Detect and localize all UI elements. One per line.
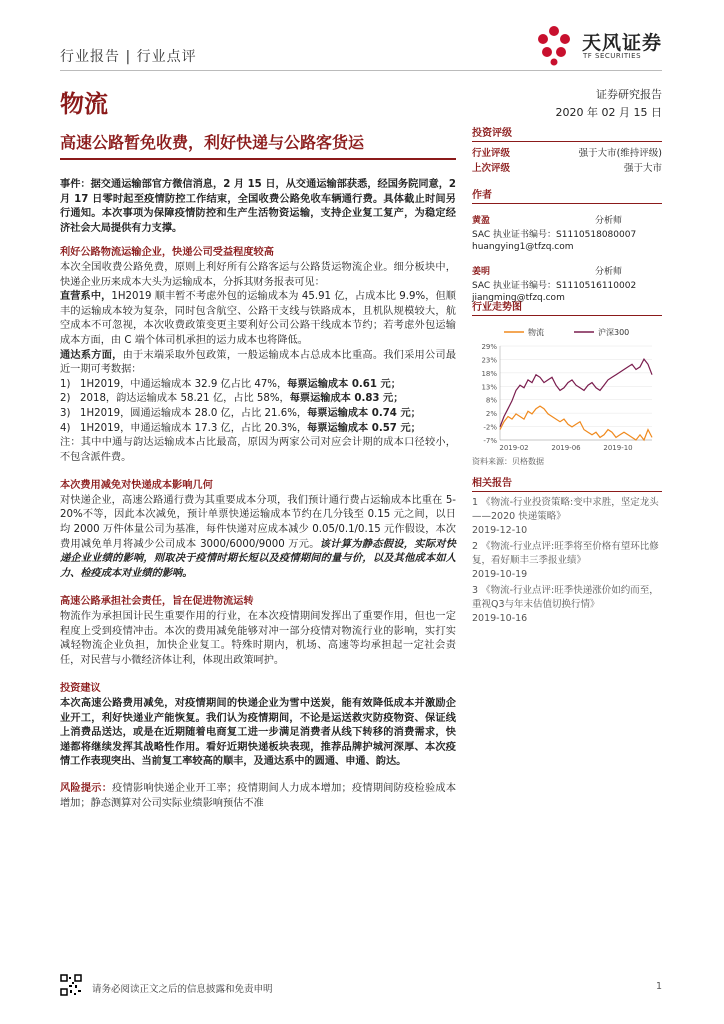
y-tick-label: -2% <box>483 423 497 432</box>
author-email[interactable]: jiangming@tfzq.com <box>472 293 565 303</box>
chart-source: 资料来源：贝格数据 <box>472 457 544 466</box>
y-tick-label: 18% <box>481 369 497 378</box>
author-block: 黄盈 分析师 SAC 执业证书编号：S1110518080007 huangying1@tfzq.com <box>472 214 662 253</box>
rating-section <box>472 124 662 176</box>
disclaimer-text: 请务必阅读正文之后的信息披露和免责申明 <box>92 984 273 995</box>
headline-divider <box>60 158 456 160</box>
series-line <box>500 406 652 440</box>
x-tick-label: 2019-10 <box>603 444 633 452</box>
y-tick-label: 29% <box>481 343 497 351</box>
investment-paragraph: 本次高速公路费用减免，对疫情期间的快递企业为雪中送炭，能有效降低成本并激励企业开工，利好快递业产能恢复。我们认为疫情期间，不论是运送救灾防疫物资、保证线上消费品送达，或是在近期随着电商复工进一步满足消费者从线下转移的消费需求，快递都将继续发挥其战略性作用。看好近期快递板块表现，推荐品牌护城河深厚、本次疫情工作表现突出、当前复工率较高的顺丰，及通达系中的圆通、申通、韵达。 <box>60 698 456 768</box>
company-name-en: TF SECURITIES <box>583 52 642 60</box>
report-date: 2020 年 02 月 15 日 <box>555 106 662 119</box>
trend-heading: 行业走势图 <box>472 298 662 316</box>
x-tick-label: 2019-06 <box>551 444 581 452</box>
page-number: 1 <box>655 981 662 992</box>
x-tick-label: 2019-02 <box>499 444 529 452</box>
qr-code-icon <box>60 974 82 996</box>
y-tick-label: -7% <box>483 437 497 445</box>
related-report-date: 2019-12-10 <box>472 525 528 536</box>
body-paragraph: 对快递企业，高速公路通行费为其重要成本分项，我们预计通行费占运输成本比重在 5-20%不等，因此本次减免，预计单票快递运输成本节约在几分钱至 0.15 元之间，以日均 2000 万件体量公司为基准，每件快递对应成本减少 0.05/0.1/0.15 元作假设，本次费用减免单月将减少公司成本 3000/6000/9000 万元。该计算为静态假设，实际对快递企业业绩的影响，则取决于疫情时期长短以及疫情期间的量与价，以及其他成本如人力、检疫成本对业绩的影响。 <box>60 494 456 579</box>
related-heading: 相关报告 <box>472 474 662 492</box>
list-item: 3) 1H2019，圆通运输成本 28.0 亿，占比 21.6%， 每票运输成本 0.74 元； <box>60 407 421 419</box>
related-report-link[interactable]: 2 《物流-行业点评:旺季将至价格有望环比修复，看好顺丰三季报业绩》 <box>472 541 659 566</box>
rating-row: 上次评级 强于大市 <box>472 163 662 174</box>
y-tick-label: 2% <box>485 410 497 419</box>
list-item: 2) 2018，韵达运输成本 58.21 亿，占比 58%， 每票运输成本 0.83 元； <box>60 393 404 405</box>
main-body <box>60 178 456 819</box>
report-type: 证券研究报告 <box>596 88 662 101</box>
y-tick-label: 8% <box>485 396 497 405</box>
legend-label: 沪深300 <box>598 328 630 337</box>
legend-label: 物流 <box>528 328 544 337</box>
company-logo-icon <box>534 22 574 66</box>
author-block: 姜明 分析师 SAC 执业证书编号：S1110516110002 jiangming@tfzq.com <box>472 265 662 304</box>
trend-chart <box>472 320 662 452</box>
report-headline: 高速公路暂免收费，利好快递与公路客货运 <box>60 133 365 152</box>
author-email[interactable]: huangying1@tfzq.com <box>472 242 574 252</box>
series-line <box>500 359 652 427</box>
related-report-date: 2019-10-19 <box>472 569 528 580</box>
rating-row: 行业评级 强于大市(维持评级) <box>472 148 662 159</box>
event-paragraph: 事件：据交通运输部官方微信消息，2 月 15 日，从交通运输部获悉，经国务院同意，2 月 17 日零时起至疫情防控工作结束，全国收费公路免收车辆通行费。具体截止时间另行通知。本次事项为保障疫情防控和生产生活物资运输，支持企业复工复产，为稳定经济社会大局提供有力支撑。 <box>60 179 457 234</box>
header-divider <box>60 70 662 71</box>
note-paragraph: 注：其中中通与韵达运输成本占比最高，原因为两家公司对应会计期的成本口径较小，不包含派件费。 <box>60 437 456 463</box>
risk-paragraph: 风险提示：疫情影响快递企业开工率；疫情期间人力成本增加；疫情期间防疫检验成本增加；静态测算对公司实际业绩影响预估不准 <box>60 782 457 809</box>
section-heading: 高速公路承担社会责任，旨在促进物流运转 <box>60 596 254 608</box>
related-report-date: 2019-10-16 <box>472 613 528 624</box>
related-section <box>472 474 662 626</box>
trend-section <box>472 298 662 467</box>
body-paragraph: 本次全国收费公路免费，原则上利好所有公路客运与公路货运物流企业。细分板块中，快递企业历来成本大头为运输成本，分拆其财务报表可见： <box>60 261 456 288</box>
related-report-link[interactable]: 3 《物流-行业点评:旺季快递涨价如约而至，重视Q3与年末估值切换行情》 <box>472 585 659 610</box>
section-heading: 利好公路物流运输企业，快递公司受益程度较高 <box>60 247 274 259</box>
authors-heading: 作者 <box>472 186 662 204</box>
y-tick-label: 13% <box>481 383 497 392</box>
body-paragraph: 物流作为承担国计民生重要作用的行业，在本次疫情期间发挥出了重要作用，但也一定程度上受到疫情冲击。本次的费用减免能够对冲一部分疫情对物流行业的影响，实打实减轻物流企业负担，加快企业复工。特殊时期内，机场、高速等均承担起一定社会责任，对民营与小微经济体让利，体现出政策呵护。 <box>60 611 456 666</box>
industry-title: 物流 <box>60 90 108 118</box>
section-heading: 本次费用减免对快递成本影响几何 <box>60 480 213 492</box>
related-report-link[interactable]: 1 《物流-行业投资策略:变中求胜，坚定龙头——2020 快递策略》 <box>472 497 659 522</box>
company-name: 天风证券 <box>582 32 663 54</box>
report-category: 行业报告 | 行业点评 <box>60 49 197 65</box>
list-item: 1) 1H2019，中通运输成本 32.9 亿占比 47%， 每票运输成本 0.61 元； <box>60 378 401 390</box>
body-paragraph: 通达系方面，由于末端采取外包政策，一般运输成本占总成本比重高。我们采用公司最近一期可考数据： <box>60 349 457 376</box>
rating-heading: 投资评级 <box>472 124 662 142</box>
list-item: 4) 1H2019，申通运输成本 17.3 亿，占比 20.3%， 每票运输成本 0.57 元； <box>60 422 421 434</box>
section-heading: 投资建议 <box>60 683 101 695</box>
authors-section <box>472 186 662 304</box>
body-paragraph: 直营系中，1H2019 顺丰暂不考虑外包的运输成本为 45.91 亿，占成本比 9.9%，但顺丰的运输成本较为复杂，同时包含航空、公路干支线与铁路成本，且机队规模较大，航空成本不可忽视，本次收费政策变更主要利好公司公路干线成本节约；若考虑外包运输成本方面，由 C 端个体司机承担的运力成本也将降低。 <box>60 291 456 346</box>
y-tick-label: 23% <box>481 356 497 365</box>
